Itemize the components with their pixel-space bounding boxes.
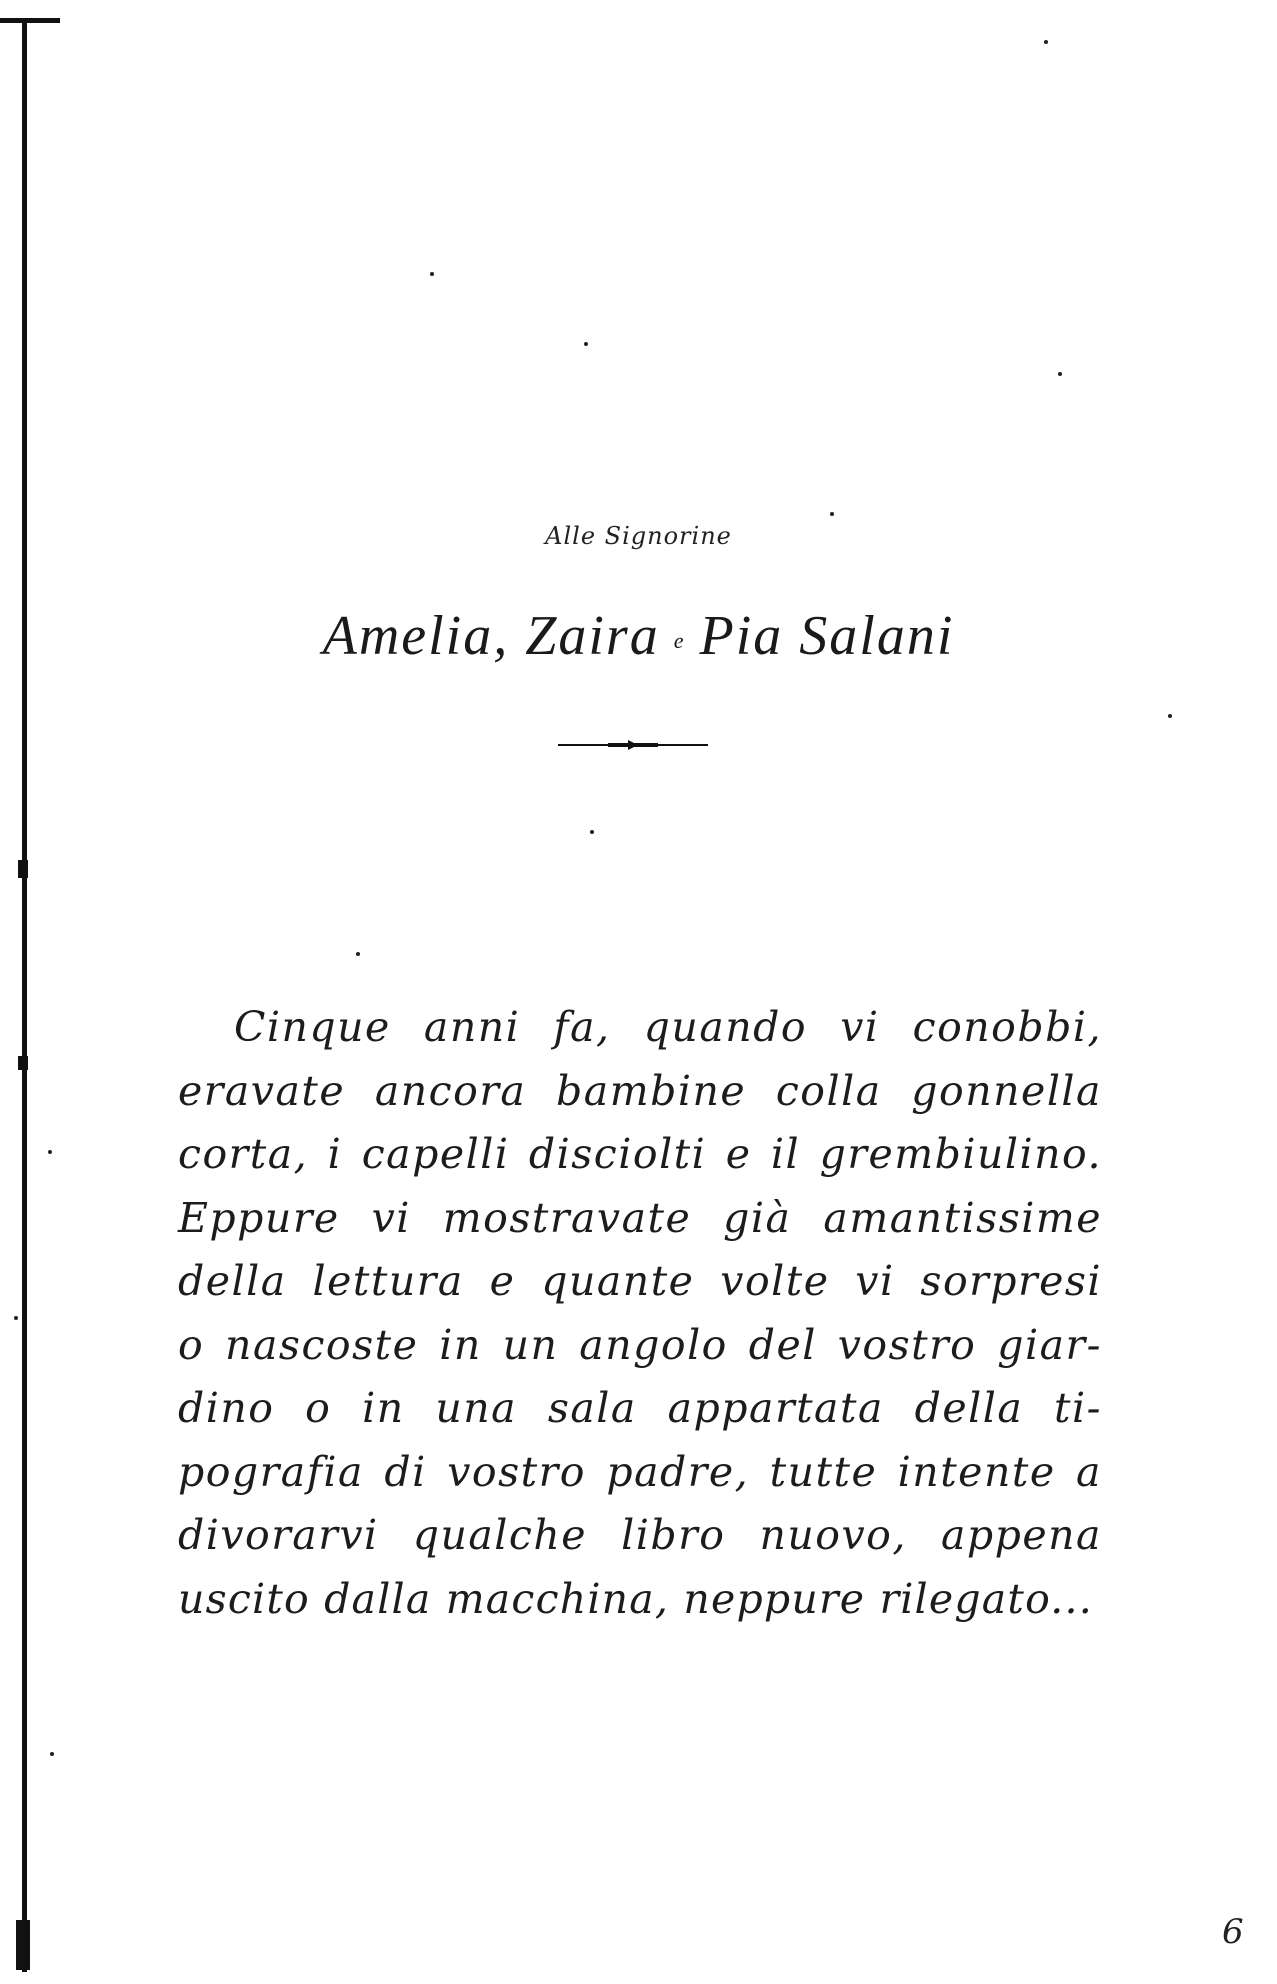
dedication-heading: Alle Signorine	[545, 522, 732, 550]
dedication-name-1: Amelia, Zaira	[322, 605, 660, 667]
ink-speck	[830, 512, 834, 516]
ink-speck	[1168, 714, 1172, 718]
body-line: Eppure vi mostravate già amantissime	[178, 1193, 1102, 1242]
ink-speck	[1058, 372, 1062, 376]
body-line: uscito dalla macchina, neppure rilegato...	[178, 1574, 1093, 1623]
body-line: pografia di vostro padre, tutte intente a	[178, 1447, 1102, 1496]
ink-speck	[50, 1752, 54, 1756]
body-line: eravate ancora bambine colla gonnella	[178, 1066, 1102, 1115]
body-line: Cinque anni fa, quando vi conobbi,	[234, 1003, 1102, 1051]
ink-speck	[584, 342, 588, 346]
dedication-conjunction: e	[673, 628, 686, 654]
dedication-names	[0, 604, 1277, 668]
dedication-name-2: Pia Salani	[699, 605, 955, 667]
ink-speck	[14, 1316, 18, 1320]
ornament-rule	[558, 738, 708, 752]
ink-speck	[356, 952, 360, 956]
ink-speck	[590, 830, 594, 834]
page-mark: 6	[1222, 1912, 1244, 1952]
ink-speck	[48, 1150, 52, 1154]
body-line: divorarvi qualche libro nuovo, appena	[178, 1511, 1102, 1559]
binding-notch	[18, 1056, 28, 1070]
binding-notch	[18, 860, 28, 878]
binding-edge	[22, 22, 27, 1972]
body-line: della lettura e quante volte vi sorpresi	[178, 1257, 1102, 1305]
body-line: o nascoste in un angolo del vostro giar-	[178, 1320, 1102, 1369]
ink-speck	[430, 272, 434, 276]
binding-top-edge	[0, 18, 60, 23]
body-line: dino o in una sala appartata della ti-	[178, 1384, 1102, 1432]
binding-notch	[16, 1920, 30, 1970]
body-paragraph	[178, 996, 1102, 1631]
body-line: corta, i capelli disciolti e il grembiulino.	[178, 1130, 1102, 1178]
ink-speck	[1044, 40, 1048, 44]
